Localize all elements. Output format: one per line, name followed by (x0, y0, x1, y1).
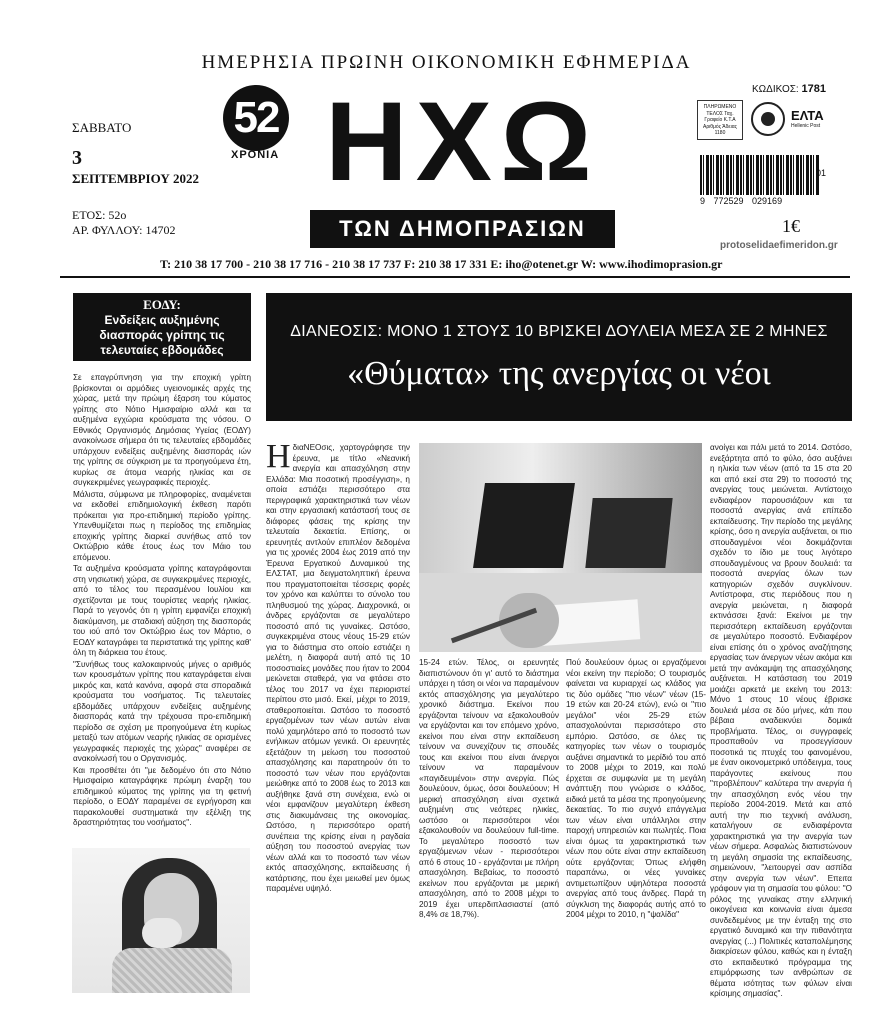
sidebar-title: Ενδείξεις αυξημένης διασποράς γρίπης τις τελευταίες εβδομάδες (99, 313, 225, 358)
article-column-1-text: διαΝΕΟσις, χαρτογράφησε την έρευνα, με τίτλο «Νεανική ανεργία και απασχόληση στην Ελλάδα: Μια ποσοτική προσέγγιση», η οποία εστιάζει περισσότερο στα περιγραφικά χαρακτηριστικά των νέων και στην εργασιακή κατάστασή τους σε διάφορες φάσεις της κρίσης την τελευταία δεκαετία. Επίσης, οι ερευνητές αντλούν επιπλέον δεδομένα για τις χρονιές 2004 έως 2019 από την Έρευνα Εργατικού Δυναμικού της ΕΛΣΤΑΤ, μια δειγματοληπτική έρευνα που πραγματοποιείται τέσσερις φορές τον χρόνο και καλύπτει το σύνολο του πληθυσμού της χώρας. Διαχρονικά, οι άνδρες εργάζονται σε μεγαλύτερο ποσοστό από τις γυναίκες. Ωστόσο, συγκεκριμένα στους νέους 15-29 ετών για το διάστημα στο οποίο εστιάζει η μελέτη, η διαφορά αυτή από τις 10 ποσοστιαίες μονάδες που ήταν το 2004 μειώνεται σταθερά, για να φτάσει στο τέλος του 2017 να έχει περιοριστεί περίπου στο μισό. Εκεί, μέχρι το 2019, σταθεροποιείται. Ωστόσο το ποσοστό εργαζομένων των νέων αυτών είναι πολύ χαμηλότερο από το ποσοστό των ενήλικων ατόμων γενικά. Οι ερευνητές εξετάζουν τη μείωση του ποσοστού απασχόλησης και παρατηρούν ότι το ποσοστό των νέων που εργάζονται μειώθηκε από το 2008 έως το 2013 και αυξήθηκε ξανά στη συνέχεια, ενώ οι νέοι εμφανίζουν μεγαλύτερη έκθεση στις διακυμάνσεις της οικονομίας. Ωστόσο, η περισσότερο ορατή συνέπεια της κρίσης είναι η ραγδαία αύξηση του ποσοστού ανεργίας των νέων αλλά και το ποσοστό των νέων εκτός απασχόλησης, εκπαίδευσης ή κατάρτισης, που έχει μειωθεί μεν όμως παραμένει υψηλό. (266, 443, 410, 893)
price: 1€ (782, 216, 800, 236)
sidebar-article (73, 373, 251, 830)
sidebar-header (73, 293, 251, 361)
sidebar-paragraph: Τα αυξημένα κρούσματα γρίπης καταγράφονται στη νησιωτική χώρα, σε συγκεκριμένες περιοχές, από το τέλος του περασμένου Ιουλίου και σχετίζονται με τους τουρίστες νεαρής ηλικίας. Παρά το γεγονός ότι η γρίπη εμφανίζει εποχική διακύμανση, με σταδιακή αύξηση της διασποράς του ιού από τον Οκτώβριο έως τον Μάρτιο, ο ΕΟΔΥ καταγράφει τα περιστατικά της γρίπης καθ' όλη τη διάρκεια του έτους. (73, 564, 251, 657)
anniversary-number: 52 (223, 85, 289, 151)
article-column-3: Πού δουλεύουν όμως οι εργαζόμενοι νέοι εκείνη την περίοδο; Ο τουρισμός φαίνεται να κυριαρχεί ως κλάδος για τις δύο ομάδες "πιο νέων" νέων (15-19 ετών και 20-24 ετών), ενώ οι "πιο μεγάλοι" νέοι 25-29 ετών απασχολούνται περισσότερο στο εμπόριο. Ωστόσο, σε όλες τις κατηγορίες των νέων ο τουρισμός αυξάνει σημαντικά το μερίδιό του από το 2008 μέχρι το 2019, και πολύ έρχεται σε συμφωνία με τη μεγάλη ανάπτυξη που γνώρισε ο κλάδος, ειδικά μετά τα μέσα της προηγούμενης δεκαετίας. Το πιο συχνό επάγγελμα των νέων είναι υπάλληλοι στην παροχή υπηρεσιών και πωλητές. Ποια είναι όμως τα χαρακτηριστικά των νέων που ούτε είναι στην εκπαίδευση ούτε εργάζονται; Όπως ελήφθη παραπάνω, οι νέες γυναίκες αντιμετωπίζουν υψηλότερα ποσοστά ανεργίας από τους άνδρες. Παρά τη σύγκλιση της διαφοράς αυτής από το 2004 μέχρι το 2010, η "ψαλίδα" (566, 658, 706, 919)
lead-headline-block (266, 293, 852, 421)
barcode-digits: 9 772529 029169 (700, 196, 783, 206)
issue-date-number: 3 (72, 146, 82, 169)
header-divider (60, 276, 850, 278)
barcode-issue-code: 01 (816, 168, 827, 178)
tagline: ΗΜΕΡΗΣΙΑ ΠΡΩΙΝΗ ΟΙΚΟΝΟΜΙΚΗ ΕΦΗΜΕΡΙΔΑ (201, 52, 692, 73)
masthead-title: ΗΧΩ (325, 79, 600, 204)
product-code-value: 1781 (801, 83, 826, 95)
issue-day: ΣΑΒΒΑΤΟ (72, 120, 132, 135)
lead-kicker: ΔΙΑΝΕΟΣΙΣ: ΜΟΝΟ 1 ΣΤΟΥΣ 10 ΒΡΙΣΚΕΙ ΔΟΥΛΕΙΑ ΜΕΣΑ ΣΕ 2 ΜΗΝΕΣ (290, 323, 828, 340)
anniversary-label: ΧΡΟΝΙΑ (231, 149, 280, 161)
issue-year: ΕΤΟΣ: 52ο (72, 207, 127, 222)
elta-logo-subtext: Hellenic Post (791, 123, 821, 129)
issue-info (72, 120, 199, 239)
dropcap: Η (266, 438, 291, 475)
product-code (752, 83, 826, 95)
seal-icon (751, 102, 785, 136)
article-column-2: 15-24 ετών. Τέλος, οι ερευνητές διαπιστώνουν ότι γι' αυτό το διάστημα υπάρχει η τάση οι νέοι να παραμένουν εκτός απασχόλησης για μεγαλύτερο χρονικό διάστημα. Εκείνοι που εργάζονται τείνουν να εξακολουθούν να εργάζονται και τον επόμενο χρόνο, εκείνοι που είναι στην εκπαίδευση τείνουν να συνεχίζουν τις σπουδές τους και εκείνοι που είναι άνεργοι τείνουν να παραμένουν «παγιδευμένοι» στην ανεργία. Πώς δουλεύουν, όμως, όσοι δουλεύουν; Η μερική απασχόληση είναι σχετικά αυξημένη στις νεότερες ηλικίες, ωστόσο οι περισσότεροι νέοι εξακολουθούν να δουλεύουν full-time. Το μεγαλύτερο ποσοστό των εργαζόμενων νέων - περισσότεροι από 6 στους 10 - εργάζονται με πλήρη απασχόληση. Βεβαίως, το ποσοστό εκείνων που εργάζονται με μερική απασχόληση, από το 2008 μέχρι το 2019 έχει υπερδιπλασιαστεί (από 8,4% σε 18,7%). (419, 658, 559, 919)
elta-logo-text: ΕΛΤΑ (791, 108, 824, 123)
lead-headline: «Θύματα» της ανεργίας οι νέοι (347, 355, 771, 392)
sidebar-kicker: ΕΟΔΥ: (143, 297, 181, 312)
masthead-subtitle: ΤΩΝ ΔΗΜΟΠΡΑΣΙΩΝ (310, 210, 615, 248)
issue-month-year: ΣΕΠΤΕΜΒΡΙΟΥ 2022 (72, 170, 199, 186)
contact-line: T: 210 38 17 700 - 210 38 17 716 - 210 38 17 737 F: 210 38 17 331 E: iho@otenet.gr W: www.ihodimoprasion.gr (160, 257, 723, 271)
watermark: protoselidaefimeridon.gr (720, 240, 838, 251)
laptop-desk-photo (419, 443, 702, 652)
sick-woman-photo (72, 848, 250, 993)
postage-paid-logo: ΠΛΗΡΩΜΕΝΟ ΤΕΛΟΣ Ταχ. Γραφείο Κ.Τ.Α Αριθμός Άδειας 1180 (697, 100, 743, 140)
article-column-1 (266, 438, 410, 895)
sidebar-paragraph: "Συνήθως τους καλοκαιρινούς μήνες ο αριθμός των κρουσμάτων γρίπης που καταγράφεται είναι μικρός και, κατά κανόνα, αφορά στα σποραδικά κρούσματα του νοσήματος. Τις τελευταίες εβδομάδες υπάρχουν ενδείξεις αυξημένης διασποράς κατά την τρέχουσα προ-επιδημική περίοδο σε σχέση με προηγούμενα έτη κυρίως μεταξύ των ατόμων νεαρής ηλικίας σε ορισμένες γεωγραφικές περιοχές της χώρας" αναφέρει σε ανακοίνωσή του ο Οργανισμός. (73, 659, 251, 763)
barcode (700, 155, 820, 195)
sidebar-paragraph: Μάλιστα, σύμφωνα με πληροφορίες, αναμένεται να εκδοθεί επιδημιολογική έκθεση παρότι πρόκειται για προ-επιδημική περίοδο γρίπης. Υπενθυμίζεται πως η περίοδος της επιδημίας εποχικής γρίπης διαρκεί συνήθως από τον Οκτώβριο κάθε έτους έως τον Μάιο του επόμενου. (73, 489, 251, 562)
elta-logo (791, 108, 824, 129)
anniversary-badge (217, 85, 303, 161)
issue-sheet-number: ΑΡ. ΦΥΛΛΟΥ: 14702 (72, 223, 176, 238)
sidebar-paragraph: Σε επαγρύπνηση για την εποχική γρίπη βρίσκονται οι αρμόδιες υγειονομικές αρχές της χώρας, μετά την πρώιμη έξαρση του κύματος γρίπης στο Νότιο Ημισφαίριο αλλά και τα αυξημένα εγχώρια κρούσματα της νόσου. Ο Εθνικός Οργανισμός Δημόσιας Υγείας (ΕΟΔΥ) ανακοίνωσε σήμερα ότι τις τελευταίες εβδομάδες υπάρχουν ενδείξεις αυξημένης διασποράς ιών της γρίπης σε σύγκριση με τα προηγούμενα έτη, κυρίως σε άτομα νεαρής ηλικίας και σε συγκεκριμένες γεωγραφικές περιοχές. (73, 373, 251, 487)
product-code-label: ΚΩΔΙΚΟΣ: (752, 84, 799, 95)
article-column-4: ανοίγει και πάλι μετά το 2014. Ωστόσο, ενεξάρτητα από το φύλο, όσο αυξάνει η ηλικία των νέων (από τα 15 στα 20 και από εκεί στα 29) το ποσοστό της ανεργίας τους μειώνεται. Αντίστοιχο ενδιαφέρον παρουσιάζουν και τα ποσοστά ανεργίας ανά επίπεδο εκπαίδευσης. Την περίοδο της μεγάλης κρίσης, όσο η ανεργία αυξάνεται, οι πιο σπουδαγμένοι νέοι δοκιμάζονται σχεδόν το ίδιο με τους λιγότερο σπουδαγμένους να βρουν δουλειά: τα ποσοστά ανεργίας όλων των κατηγοριών σχεδόν συγκλίνουν. Αντίστροφα, στις περιόδους που η ανεργία μειώνεται, η διαφορά εκτινάσσει ξανά: Εκείνοι με την περισσότερη εκπαίδευση εργάζονται σε μεγαλύτερο ποσοστό. Ενδιαφέρον είναι επίσης ότι ο χρόνος αναζήτησης εργασίας των άνεργων νέων ακόμα και μετά την ανάκαμψη της απασχόλησης αυξάνεται. Η κατάσταση του 2019 μοιάζει αρκετά με εκείνη του 2013: Μόνο 1 στους 10 νέους έβρισκε δουλειά μέσα σε δύο μήνες, κάτι που βέβαια αναδεικνύει δομικά προβλήματα. Τέλος, οι συγγραφείς προσπαθούν να προσεγγίσουν ποσοτικά τις πτυχές του φαινομένου, με έναν οικονομετρικό υπόδειγμα, τους παράγοντες εκείνους που "προβλέπουν" καλύτερα την ανεργία ή την απασχόληση ενός νέου την περίοδο 2004-2019. Μετά και από αυτή την πιο τεχνική ανάλυση, καταλήγουν σε ενδιαφέροντα χαρακτηριστικά για την ανεργία των νέων σήμερα. Ασφαλώς διαπιστώνουν τη μεγάλη σημασία της εκπαίδευσης, σημειώνουν, "λειτουργεί σαν ασπίδα στην ανεργία των νέων". Επειτα γράφουν για τη σημασία του φύλου: "Ο ρόλος της γυναίκας στην ελληνική οικογένεια και κοινωνία είναι άμεσα συνδεδεμένος με την ένταξη της στο εργατικό δυναμικό και την πιθανότητα ανεργίας (...) Πολιτικές καταπολέμησης διακρίσεων φύλου, καθώς και η ένταξη στο εκπαιδευτικό πρόγραμμα της επιμόρφωσης των ανθρώπων σε θέματα ισότητας των φύλων είναι κρίσιμης σημασίας". (710, 443, 853, 998)
postal-logos (697, 100, 847, 144)
sidebar-paragraph: Και προσθέτει ότι "με δεδομένο ότι στο Νότιο Ημισφαίριο καταγράφηκε πρώιμη έναρξη του επιδημικού κύματος της γρίπης για τη φετινή περίοδο, ο ΕΟΔΥ παραμένει σε εγρήγορση και παρακολουθεί συστηματικά την εξέλιξη της δραστηριότητας του νοσήματος". (73, 765, 251, 827)
